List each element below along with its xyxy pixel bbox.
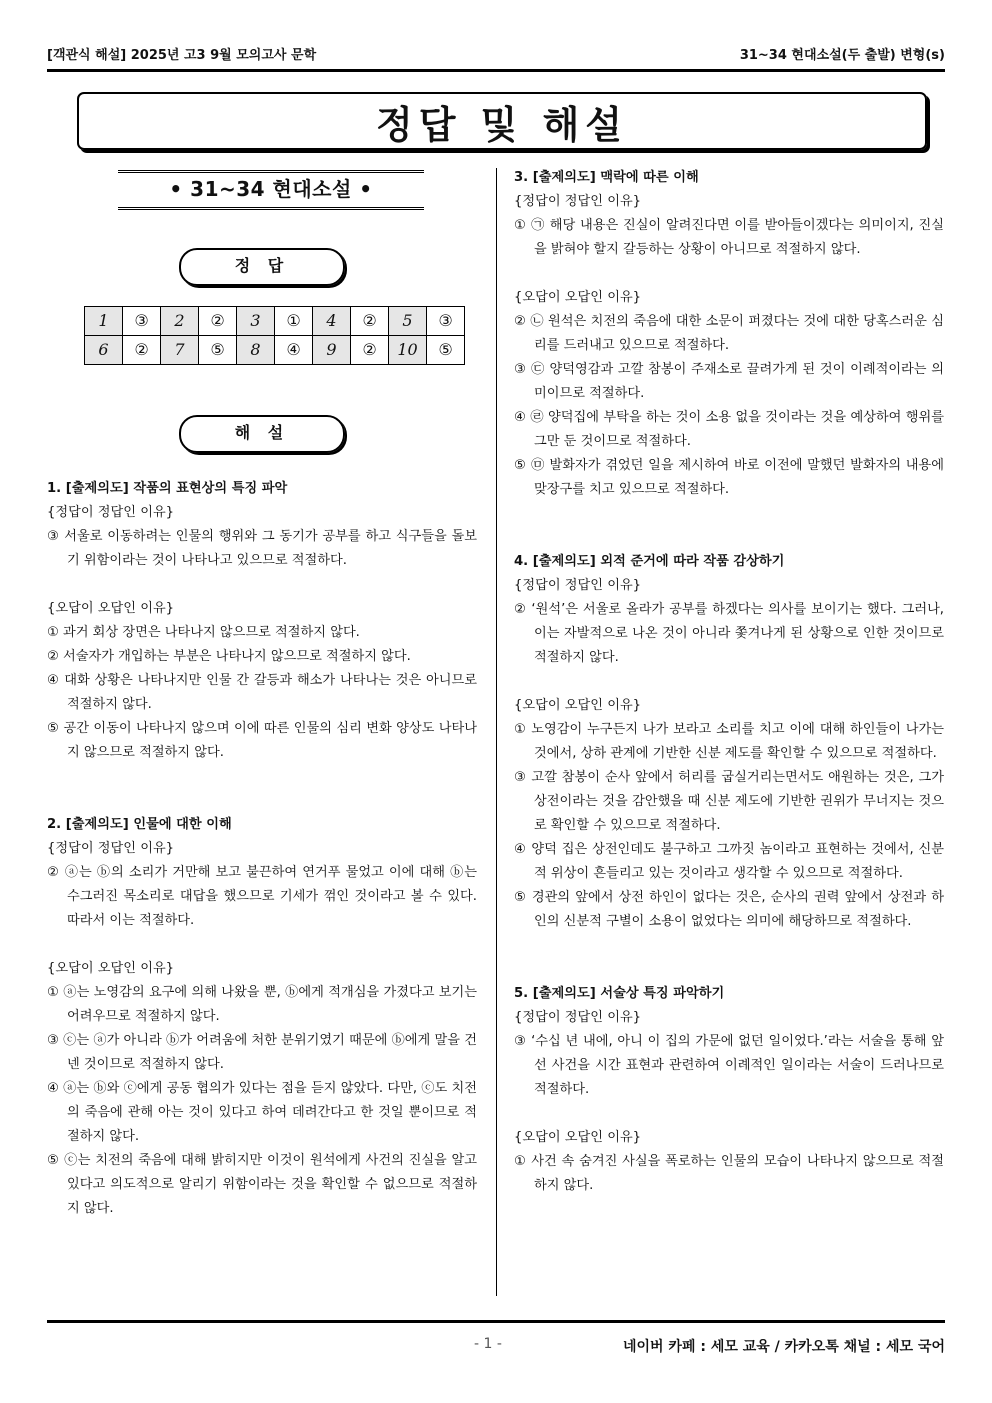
header-rule xyxy=(47,69,945,72)
q3-correct-label: {정답이 정답인 이유} xyxy=(514,194,642,209)
q3-wrong-item: ④ ㉣ 양덕집에 부탁을 하는 것이 소용 없을 것이라는 것을 예상하여 행위를 그만 둔 것이므로 적절하다. xyxy=(514,410,944,449)
title-box xyxy=(77,92,927,150)
question-number: 10 xyxy=(389,336,427,365)
answer-choice: ③ xyxy=(123,307,161,336)
q5-title: 5. [출제의도] 서술상 특징 파악하기 xyxy=(514,986,725,1001)
answer-choice: ② xyxy=(123,336,161,365)
answer-choice: ② xyxy=(351,336,389,365)
q4-wrong-item: ① 노영감이 누구든지 나가 보라고 소리를 치고 이에 대해 하인들이 나가는 것에서, 상하 관계에 기반한 신분 제도를 확인할 수 있으므로 적절하다. xyxy=(514,722,944,761)
q3-correct: ① ㉠ 해당 내용은 진실이 알려진다면 이를 받아들이겠다는 의미이지, 진실을 밝혀야 할지 갈등하는 상황이 아니므로 적절하지 않다. xyxy=(514,218,944,257)
q1-wrong-item: ⑤ 공간 이동이 나타나지 않으며 이에 따른 인물의 심리 변화 양상도 나타나지 않으므로 적절하지 않다. xyxy=(47,721,477,760)
q2-wrong-label: {오답이 오답인 이유} xyxy=(47,961,175,976)
answer-choice: ③ xyxy=(427,307,465,336)
q4-correct-label: {정답이 정답인 이유} xyxy=(514,578,642,593)
q3-title: 3. [출제의도] 맥락에 따른 이해 xyxy=(514,170,699,185)
answer-table xyxy=(84,306,465,365)
q5-correct-label: {정답이 정답인 이유} xyxy=(514,1010,642,1025)
q1-wrong-item: ④ 대화 상황은 나타나지만 인물 간 갈등과 해소가 나타나는 것은 아니므로 적절하지 않다. xyxy=(47,673,477,712)
q4-title: 4. [출제의도] 외적 준거에 따라 작품 감상하기 xyxy=(514,554,785,569)
header-left: [객관식 해설] 2025년 고3 9월 모의고사 문학 xyxy=(47,48,317,63)
q3-wrong-item: ⑤ ㉤ 발화자가 겪었던 일을 제시하여 바로 이전에 말했던 발화자의 내용에 맞장구를 치고 있으므로 적절하다. xyxy=(514,458,944,497)
question-number: 7 xyxy=(161,336,199,365)
header-right: 31~34 현대소설(두 출발) 변형(s) xyxy=(739,48,945,63)
question-number: 3 xyxy=(237,307,275,336)
q1-wrong-label: {오답이 오답인 이유} xyxy=(47,601,175,616)
q2-wrong-item: ① ⓐ는 노영감의 요구에 의해 나왔을 뿐, ⓑ에게 적개심을 가졌다고 보기는 어려우므로 적절하지 않다. xyxy=(47,985,477,1024)
q4-wrong-label: {오답이 오답인 이유} xyxy=(514,698,642,713)
question-number: 9 xyxy=(313,336,351,365)
question-number: 4 xyxy=(313,307,351,336)
q5-correct: ③ ‘수십 년 내에, 아니 이 집의 가문에 없던 일이었다.’라는 서술을 통해 앞선 사건을 시간 표현과 관련하여 이례적인 일이라는 서술이 드러나므로 적절하다. xyxy=(514,1034,944,1097)
page-number: - 1 - xyxy=(474,1336,502,1352)
q3-block xyxy=(514,166,944,502)
q5-wrong-label: {오답이 오답인 이유} xyxy=(514,1130,642,1145)
page-title: 정답 및 해설 xyxy=(376,102,628,147)
q3-wrong-label: {오답이 오답인 이유} xyxy=(514,290,642,305)
question-number: 1 xyxy=(85,307,123,336)
q1-wrong-item: ① 과거 회상 장면은 나타나지 않으므로 적절하지 않다. xyxy=(47,625,360,640)
q2-correct-label: {정답이 정답인 이유} xyxy=(47,841,175,856)
q1-wrong-item: ② 서술자가 개입하는 부분은 나타나지 않으므로 적절하지 않다. xyxy=(47,649,411,664)
footer-rule xyxy=(47,1320,945,1323)
q4-wrong-item: ④ 양덕 집은 상전인데도 불구하고 그까짓 놈이라고 표현하는 것에서, 신분적 위상이 흔들리고 있는 것이라고 생각할 수 있으므로 적절하다. xyxy=(514,842,944,881)
q2-wrong-item: ④ ⓐ는 ⓑ와 ⓒ에게 공동 협의가 있다는 점을 듣지 않았다. 다만, ⓒ도 치전의 죽음에 관해 아는 것이 있다고 하여 데려간다고 한 것일 뿐이므로 적절하지 않다. xyxy=(47,1081,477,1144)
answer-row xyxy=(85,336,465,365)
answer-row xyxy=(85,307,465,336)
left-column xyxy=(47,170,477,1221)
right-column xyxy=(514,166,944,1198)
q2-correct: ② ⓐ는 ⓑ의 소리가 거만해 보고 불끈하여 연거푸 물었고 이에 대해 ⓑ는 수그러진 목소리로 대답을 했으므로 기세가 꺾인 것이라고 볼 수 있다. 따라서 이는 적절하다. xyxy=(47,865,477,928)
answer-choice: ② xyxy=(199,307,237,336)
q4-wrong-item: ⑤ 경관의 앞에서 상전 하인이 없다는 것은, 순사의 권력 앞에서 상전과 하인의 신분적 구별이 소용이 없었다는 의미에 해당하므로 적절하다. xyxy=(514,890,944,929)
answer-choice: ⑤ xyxy=(199,336,237,365)
q5-wrong-item: ① 사건 속 숨겨진 사실을 폭로하는 인물의 모습이 나타나지 않으므로 적절하지 않다. xyxy=(514,1154,944,1193)
q1-correct-label: {정답이 정답인 이유} xyxy=(47,505,175,520)
q1-block xyxy=(47,477,477,765)
question-number: 8 xyxy=(237,336,275,365)
q1-title: 1. [출제의도] 작품의 표현상의 특징 파악 xyxy=(47,481,288,496)
q2-wrong-item: ③ ⓒ는 ⓐ가 아니라 ⓑ가 어려움에 처한 분위기였기 때문에 ⓑ에게 말을 건넨 것이므로 적절하지 않다. xyxy=(47,1033,477,1072)
section-title: • 31~34 현대소설 • xyxy=(118,170,424,210)
q2-wrong-item: ⑤ ⓒ는 치전의 죽음에 대해 밝히지만 이것이 원석에게 사건의 진실을 알고 있다고 의도적으로 알리기 위함이라는 것을 확인할 수 없으므로 적절하지 않다. xyxy=(47,1153,477,1216)
q2-title: 2. [출제의도] 인물에 대한 이해 xyxy=(47,817,232,832)
q3-wrong-item: ③ ㉢ 양덕영감과 고깔 참봉이 주재소로 끌려가게 된 것이 이례적이라는 의미이므로 적절하다. xyxy=(514,362,944,401)
answer-label: 정 답 xyxy=(179,248,345,286)
column-divider xyxy=(496,168,497,1296)
question-number: 2 xyxy=(161,307,199,336)
q4-block xyxy=(514,550,944,934)
answer-choice: ① xyxy=(275,307,313,336)
q5-block xyxy=(514,982,944,1198)
answer-choice: ② xyxy=(351,307,389,336)
q4-correct: ② ‘원석’은 서울로 올라가 공부를 하겠다는 의사를 보이기는 했다. 그러나, 이는 자발적으로 나온 것이 아니라 쫓겨나게 된 상황으로 인한 것이므로 적절하지 않다. xyxy=(514,602,944,665)
question-number: 6 xyxy=(85,336,123,365)
question-number: 5 xyxy=(389,307,427,336)
footer-credit: 네이버 카페 : 세모 교육 / 카카오톡 채널 : 세모 국어 xyxy=(622,1339,945,1355)
q1-correct: ③ 서울로 이동하려는 인물의 행위와 그 동기가 공부를 하고 식구들을 돌보기 위함이라는 것이 나타나고 있으므로 적절하다. xyxy=(47,529,477,568)
q4-wrong-item: ③ 고깔 참봉이 순사 앞에서 허리를 굽실거리는면서도 애원하는 것은, 그가 상전이라는 것을 감안했을 때 신분 제도에 기반한 권위가 무너지는 것으로 확인할 수 있으므로 적절하다. xyxy=(514,770,944,833)
page-header xyxy=(47,44,945,66)
answer-choice: ⑤ xyxy=(427,336,465,365)
q2-block xyxy=(47,813,477,1221)
explain-label: 해 설 xyxy=(179,415,345,453)
answer-choice: ④ xyxy=(275,336,313,365)
q3-wrong-item: ② ㉡ 원석은 치전의 죽음에 대한 소문이 퍼졌다는 것에 대한 당혹스러운 심리를 드러내고 있으므로 적절하다. xyxy=(514,314,944,353)
